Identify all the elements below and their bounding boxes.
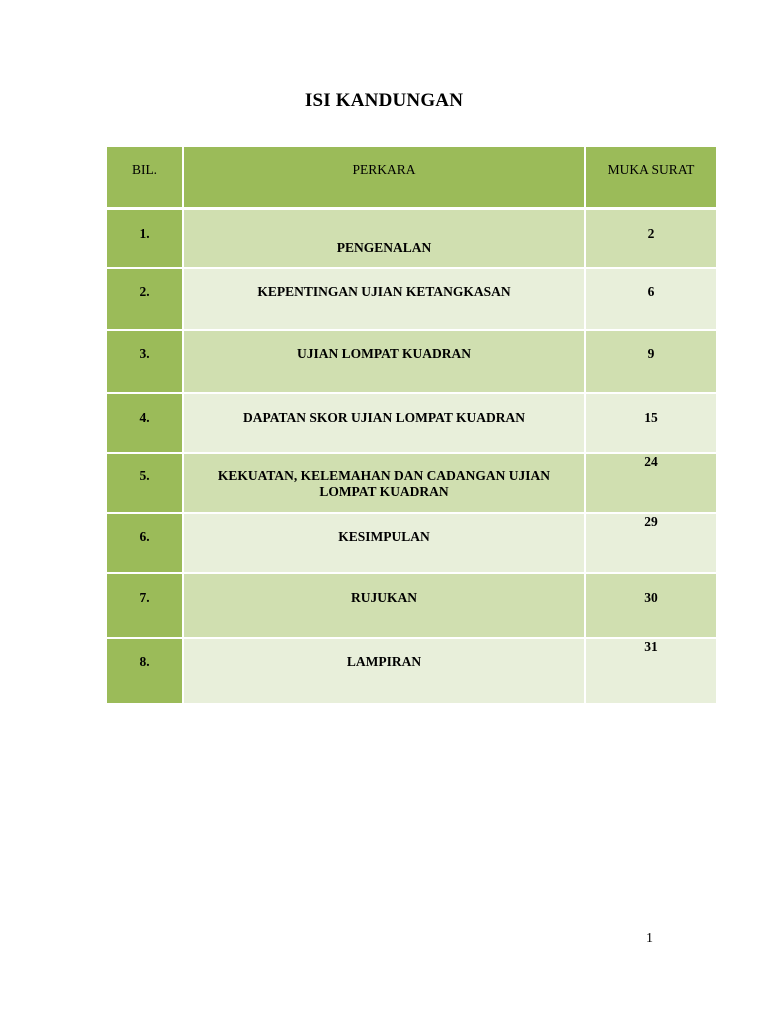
row-topic: KEPENTINGAN UJIAN KETANGKASAN (184, 269, 586, 331)
row-page: 31 (586, 639, 716, 705)
row-number: 4. (107, 394, 184, 454)
table-row (107, 394, 716, 454)
header-topic: PERKARA (184, 147, 586, 210)
table-row (107, 514, 716, 574)
table-of-contents (107, 147, 716, 705)
row-page: 30 (586, 574, 716, 639)
row-page: 24 (586, 454, 716, 514)
header-number: BIL. (107, 147, 184, 210)
table-row (107, 639, 716, 705)
row-page: 9 (586, 331, 716, 394)
row-number: 2. (107, 269, 184, 331)
row-topic: KESIMPULAN (184, 514, 586, 574)
row-page: 15 (586, 394, 716, 454)
row-number: 3. (107, 331, 184, 394)
row-page: 2 (586, 210, 716, 269)
row-number: 8. (107, 639, 184, 705)
row-topic: PENGENALAN (184, 210, 586, 269)
header-page: MUKA SURAT (586, 147, 716, 210)
table-row (107, 269, 716, 331)
table-row (107, 331, 716, 394)
page-number: 1 (646, 931, 653, 946)
page-title: ISI KANDUNGAN (304, 90, 464, 111)
row-number: 6. (107, 514, 184, 574)
row-topic: RUJUKAN (184, 574, 586, 639)
table-row (107, 454, 716, 514)
table-row (107, 574, 716, 639)
row-number: 5. (107, 454, 184, 514)
table-row (107, 210, 716, 269)
row-topic: LAMPIRAN (184, 639, 586, 705)
table-header-row (107, 147, 716, 210)
row-page: 6 (586, 269, 716, 331)
row-page: 29 (586, 514, 716, 574)
row-topic: UJIAN LOMPAT KUADRAN (184, 331, 586, 394)
row-number: 7. (107, 574, 184, 639)
row-number: 1. (107, 210, 184, 269)
row-topic: KEKUATAN, KELEMAHAN DAN CADANGAN UJIAN LOMPAT KUADRAN (184, 454, 586, 514)
row-topic: DAPATAN SKOR UJIAN LOMPAT KUADRAN (184, 394, 586, 454)
